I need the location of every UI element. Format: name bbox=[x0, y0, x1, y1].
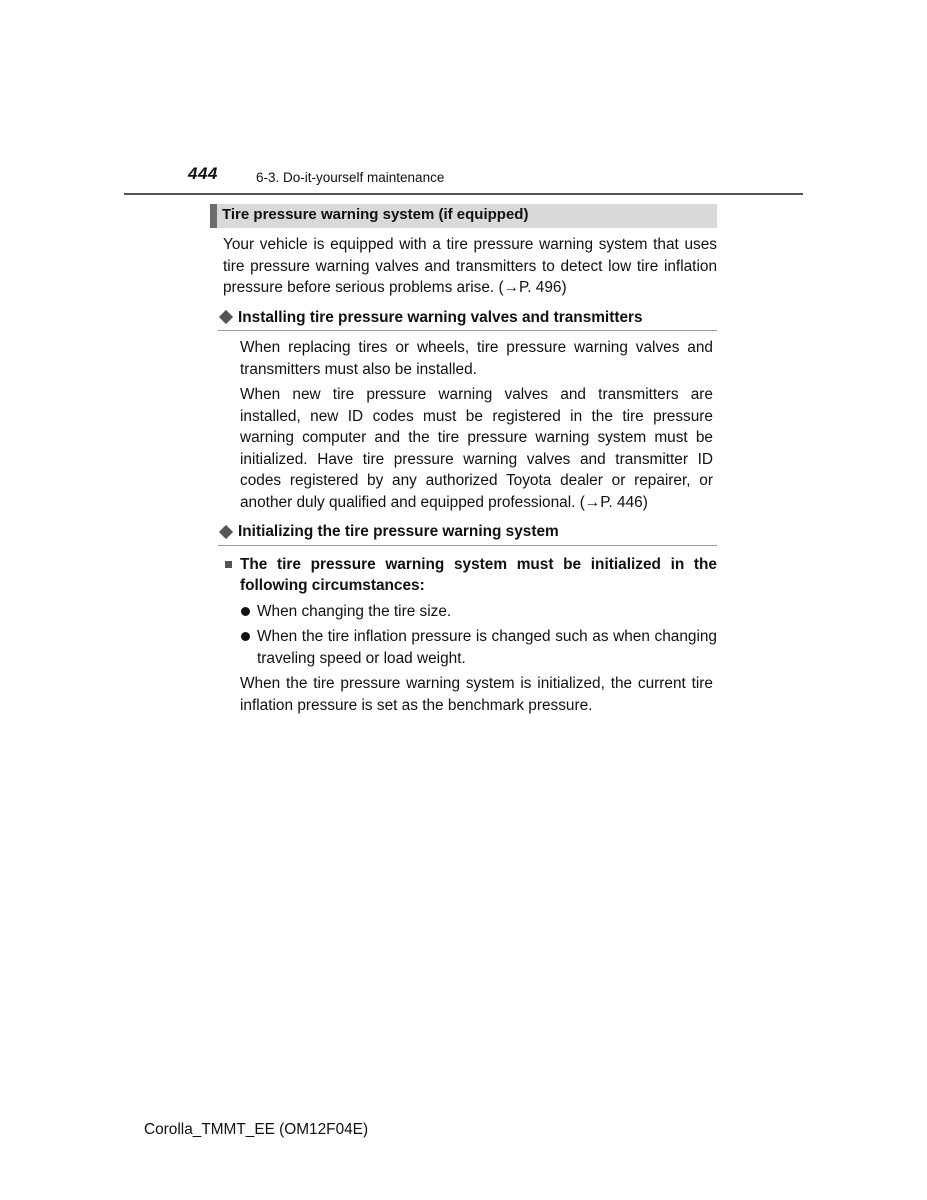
section-reference: 6-3. Do-it-yourself maintenance bbox=[256, 170, 445, 185]
initializing-heading bbox=[218, 521, 717, 546]
section-title: Tire pressure warning system (if equipped) bbox=[222, 206, 529, 223]
square-bullet-icon bbox=[225, 561, 232, 568]
page-footer: Corolla_TMMT_EE (OM12F04E) bbox=[144, 1121, 369, 1138]
initialization-note: When the tire pressure warning system is initialized, the current tire inflation pressure is set as the benchmark pressure. bbox=[240, 675, 713, 714]
page-header bbox=[124, 160, 803, 195]
installing-paragraph-2: When new tire pressure warning valves and transmitters are installed, new ID codes must be registered in the tire pressure warning computer and the tire pressure warning system must be initialized. Have tire pressure warning valves and transmitter ID codes registered by any authorized Toyota dealer or repairer, or another duly qualified and equipped professional. (→P. 446) bbox=[240, 386, 713, 511]
list-item bbox=[257, 601, 717, 623]
bullet-dot-icon bbox=[241, 632, 250, 641]
installing-paragraph-1: When replacing tires or wheels, tire pressure warning valves and transmitters must also be installed. bbox=[240, 339, 713, 378]
list-item-text: When the tire inflation pressure is changed such as when changing traveling speed or load weight. bbox=[257, 628, 717, 667]
initializing-heading-text: Initializing the tire pressure warning system bbox=[238, 523, 559, 540]
initialize-circumstances-heading bbox=[240, 554, 717, 597]
installing-heading-text: Installing tire pressure warning valves and transmitters bbox=[238, 308, 643, 326]
installing-heading bbox=[218, 307, 717, 332]
list-item bbox=[257, 626, 717, 669]
section-title-bar bbox=[210, 204, 717, 228]
bullet-dot-icon bbox=[241, 607, 250, 616]
diamond-icon bbox=[219, 310, 233, 324]
list-item-text: When changing the tire size. bbox=[257, 602, 452, 620]
diamond-icon bbox=[219, 525, 233, 539]
intro-paragraph: Your vehicle is equipped with a tire pressure warning system that uses tire pressure warning valves and transmitters to detect low tire inflation pressure before serious problems arise. (→P. 496) bbox=[223, 236, 717, 296]
initialize-circumstances-text: The tire pressure warning system must be initialized in the following circumstances: bbox=[240, 555, 717, 594]
page-content bbox=[210, 204, 717, 716]
page-number: 444 bbox=[188, 164, 218, 183]
